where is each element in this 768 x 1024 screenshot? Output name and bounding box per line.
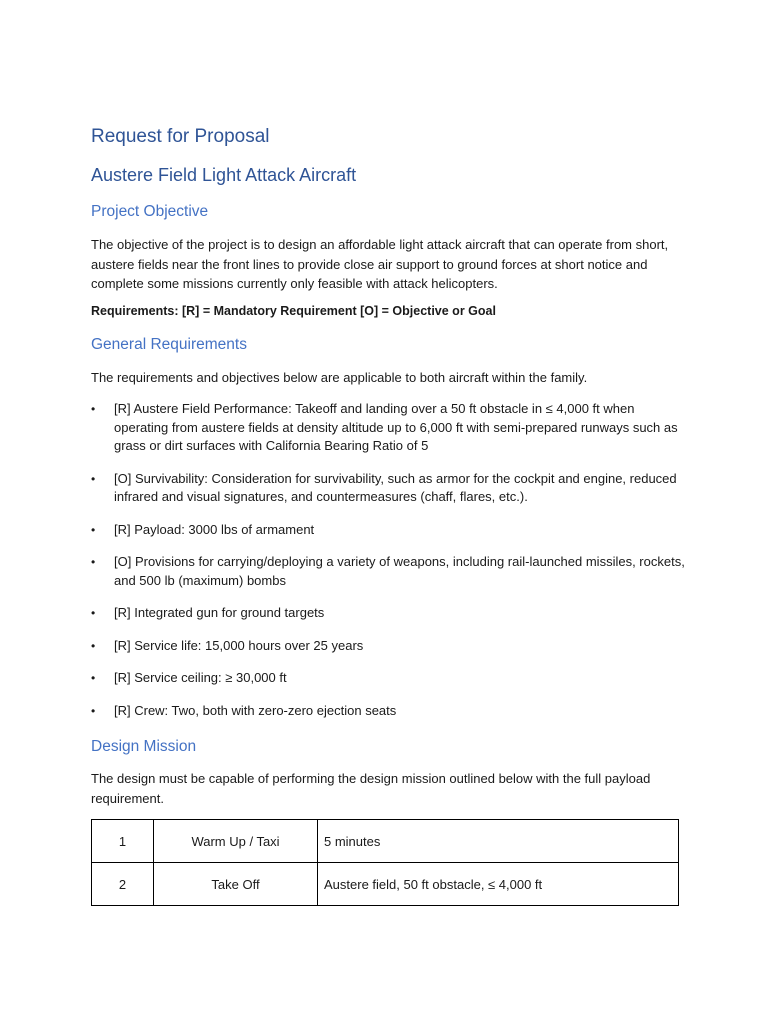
bullet-icon: • (91, 402, 96, 416)
design-mission-intro: The design must be capable of performing the design mission outlined below with the full payload requirement. (91, 771, 651, 806)
bullet-icon: • (91, 671, 96, 685)
mission-description: Austere field, 50 ft obstacle, ≤ 4,000 ft (318, 863, 679, 906)
list-item (91, 521, 691, 540)
list-item-text: [R] Service life: 15,000 hours over 25 years (114, 637, 364, 653)
mission-step-number: 2 (92, 863, 154, 906)
document-subtitle: Austere Field Light Attack Aircraft (91, 165, 357, 185)
bullet-icon: • (91, 522, 96, 537)
mission-table (91, 819, 679, 906)
mission-segment: Warm Up / Taxi (154, 820, 318, 863)
table-row (92, 820, 679, 863)
bullet-icon: • (91, 471, 96, 486)
list-item (91, 400, 691, 456)
general-requirements-intro: The requirements and objectives below are applicable to both aircraft within the family. (91, 370, 588, 385)
objective-heading: Project Objective (91, 203, 209, 220)
list-item-text: [R] Austere Field Performance: Takeoff and landing over a 50 ft obstacle in ≤ 4,000 ft when operating from austere fields at density altitude up to 6,000 ft with semi-prepared runways such as grass or dirt surfaces with California Bearing Ratio of 5 (114, 401, 678, 453)
requirements-list (91, 400, 691, 734)
requirements-legend: Requirements: [R] = Mandatory Requirement [O] = Objective or Goal (91, 304, 496, 318)
bullet-icon: • (91, 703, 96, 718)
mission-segment: Take Off (154, 863, 318, 906)
general-requirements-heading: General Requirements (91, 336, 247, 353)
list-item (91, 702, 691, 721)
bullet-icon: • (91, 555, 96, 569)
document-title: Request for Proposal (91, 126, 270, 147)
objective-paragraph: The objective of the project is to design an affordable light attack aircraft that can operate from short, austere fields near the front lines to provide close air support to ground forces at short notice and complete some missions currently only feasible with attack helicopters. (91, 237, 669, 291)
list-item-text: [O] Provisions for carrying/deploying a variety of weapons, including rail-launched missiles, rockets, and 500 lb (maximum) bombs (114, 554, 685, 588)
list-item-text: [O] Survivability: Consideration for survivability, such as armor for the cockpit and engine, reduced infrared and visual signatures, and countermeasures (chaff, flares, etc.). (114, 470, 677, 504)
list-item-text: [R] Crew: Two, both with zero-zero ejection seats (114, 702, 397, 718)
mission-description: 5 minutes (318, 820, 679, 863)
list-item (91, 637, 691, 656)
mission-step-number: 1 (92, 820, 154, 863)
bullet-icon: • (91, 606, 96, 620)
design-mission-heading: Design Mission (91, 738, 197, 755)
list-item-text: [R] Integrated gun for ground targets (114, 605, 325, 620)
list-item (91, 604, 691, 623)
list-item (91, 470, 691, 507)
list-item-text: [R] Payload: 3000 lbs of armament (114, 521, 315, 537)
list-item (91, 553, 691, 590)
bullet-icon: • (91, 638, 96, 653)
list-item-text: [R] Service ceiling: ≥ 30,000 ft (114, 670, 287, 685)
table-row (92, 863, 679, 906)
list-item (91, 669, 691, 688)
